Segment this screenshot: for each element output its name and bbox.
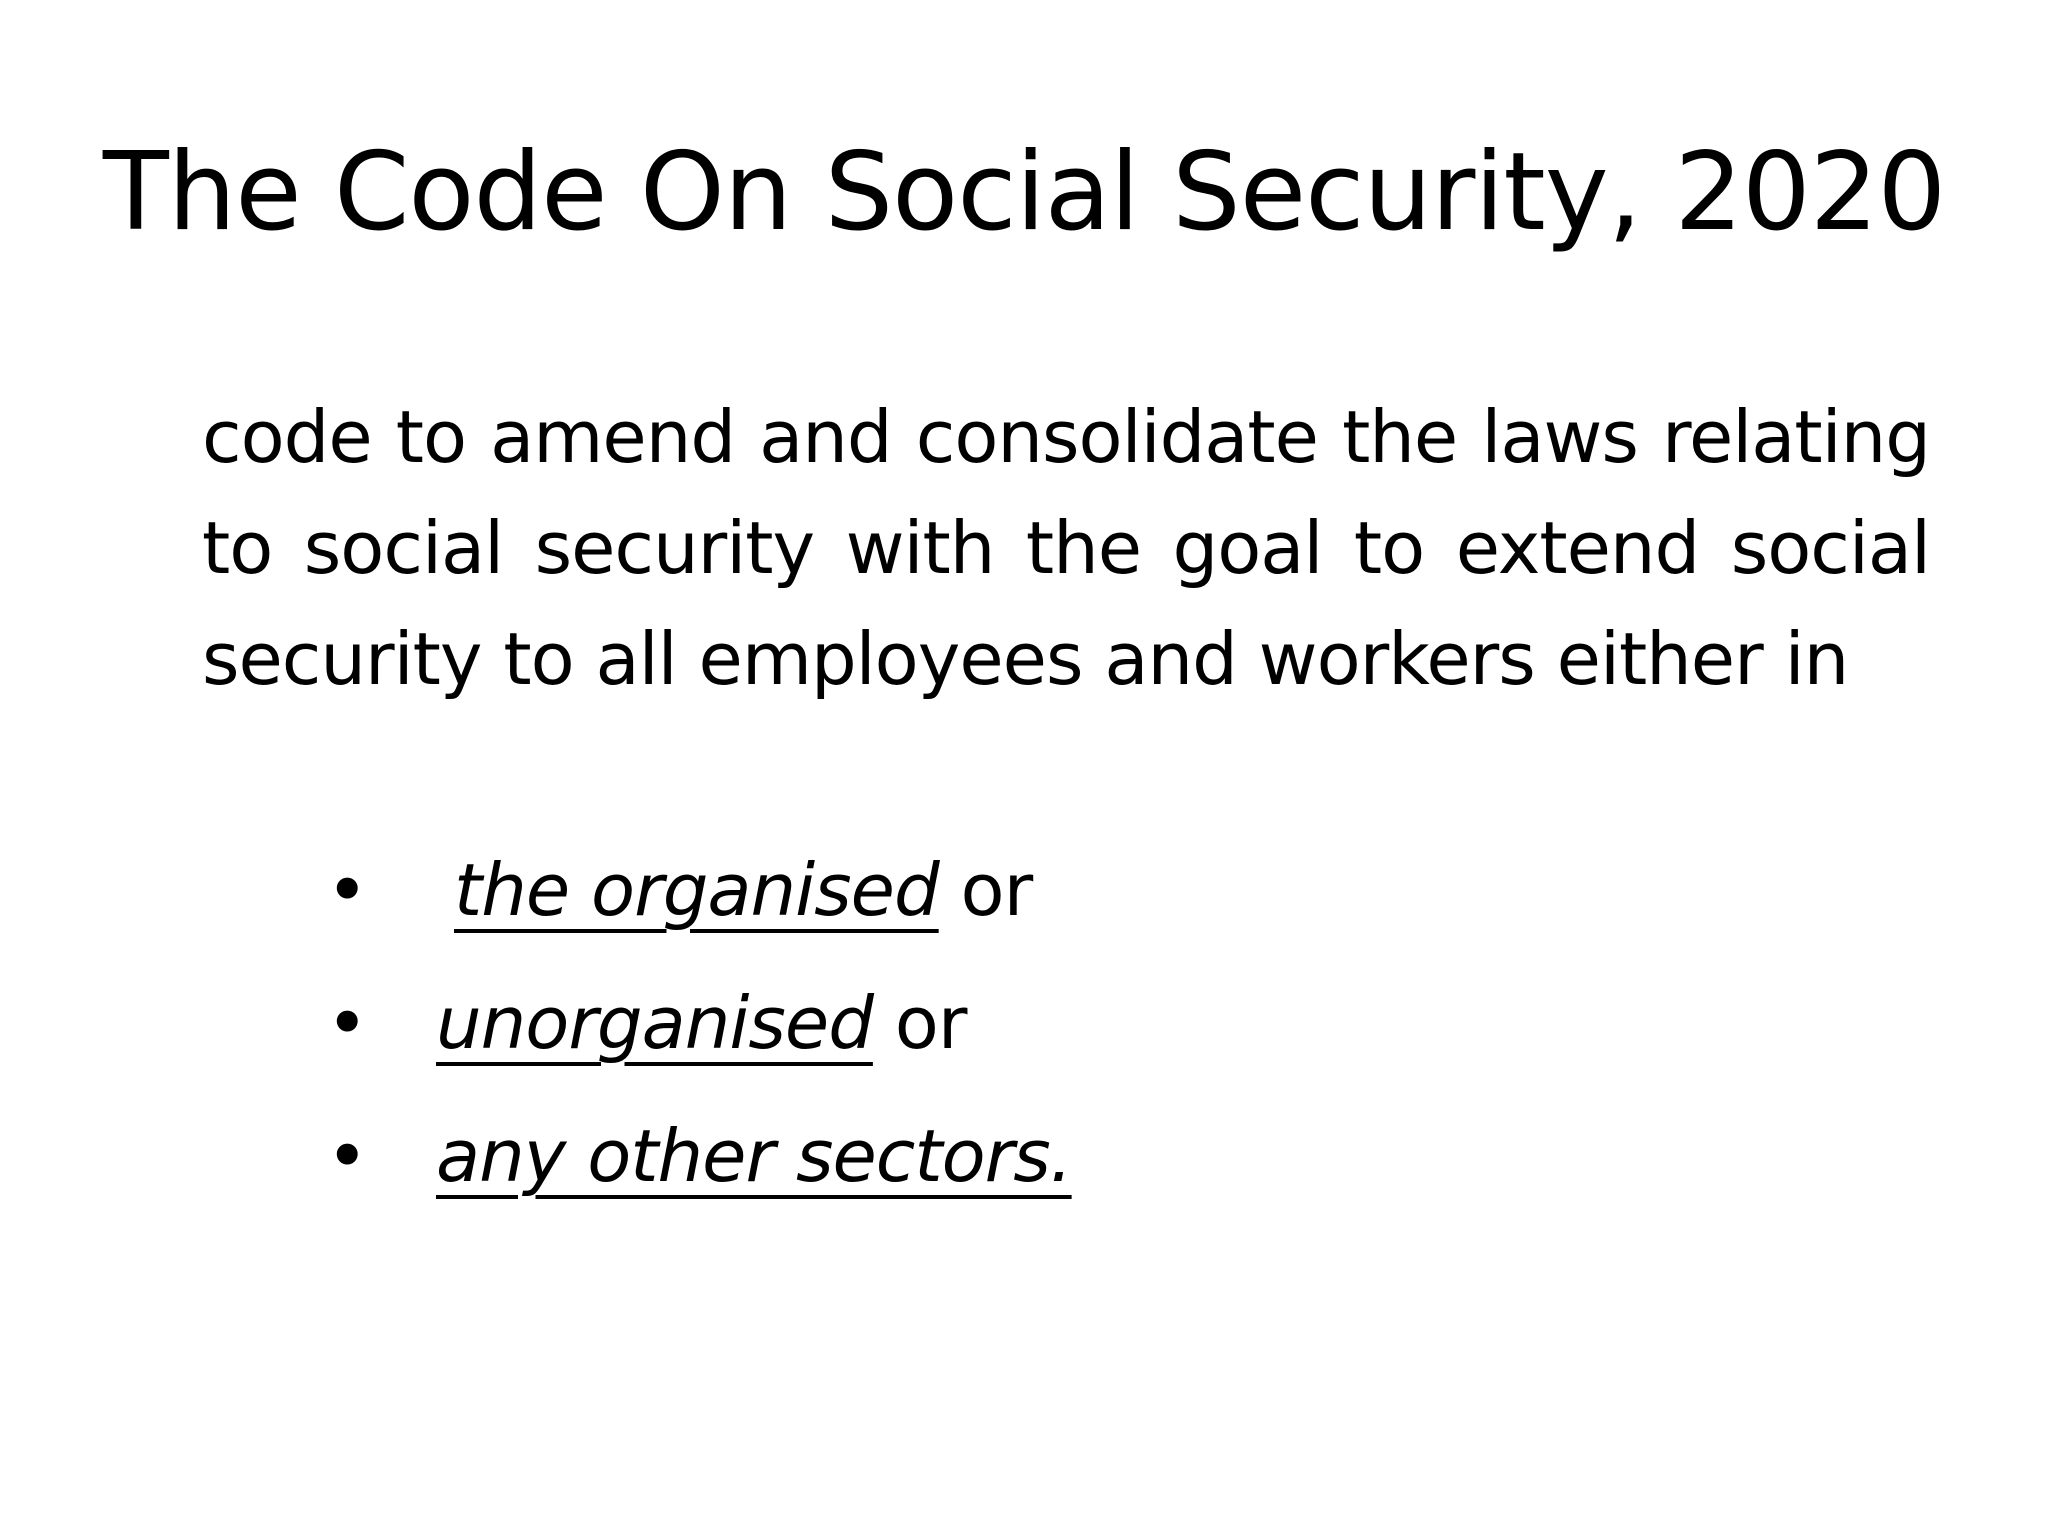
- bullet-icon: •: [326, 1114, 368, 1198]
- bullet-suffix: or: [938, 848, 1033, 932]
- bullet-text: [454, 835, 1032, 945]
- body-paragraph: code to amend and consolidate the laws relating to social security with the goal to extend social security to all employees and workers either in: [202, 395, 1930, 701]
- slide-title: The Code On Social Security, 2020: [102, 130, 1946, 255]
- bullet-text: [436, 1101, 1072, 1211]
- bullet-emphasis: any other sectors.: [436, 1114, 1072, 1198]
- bullet-icon: •: [326, 848, 368, 932]
- bullet-text: [436, 968, 966, 1078]
- bullet-emphasis: the organised: [454, 848, 939, 932]
- bullet-suffix: or: [872, 981, 967, 1065]
- bullet-emphasis: unorganised: [436, 981, 873, 1065]
- bullet-icon: •: [326, 981, 368, 1065]
